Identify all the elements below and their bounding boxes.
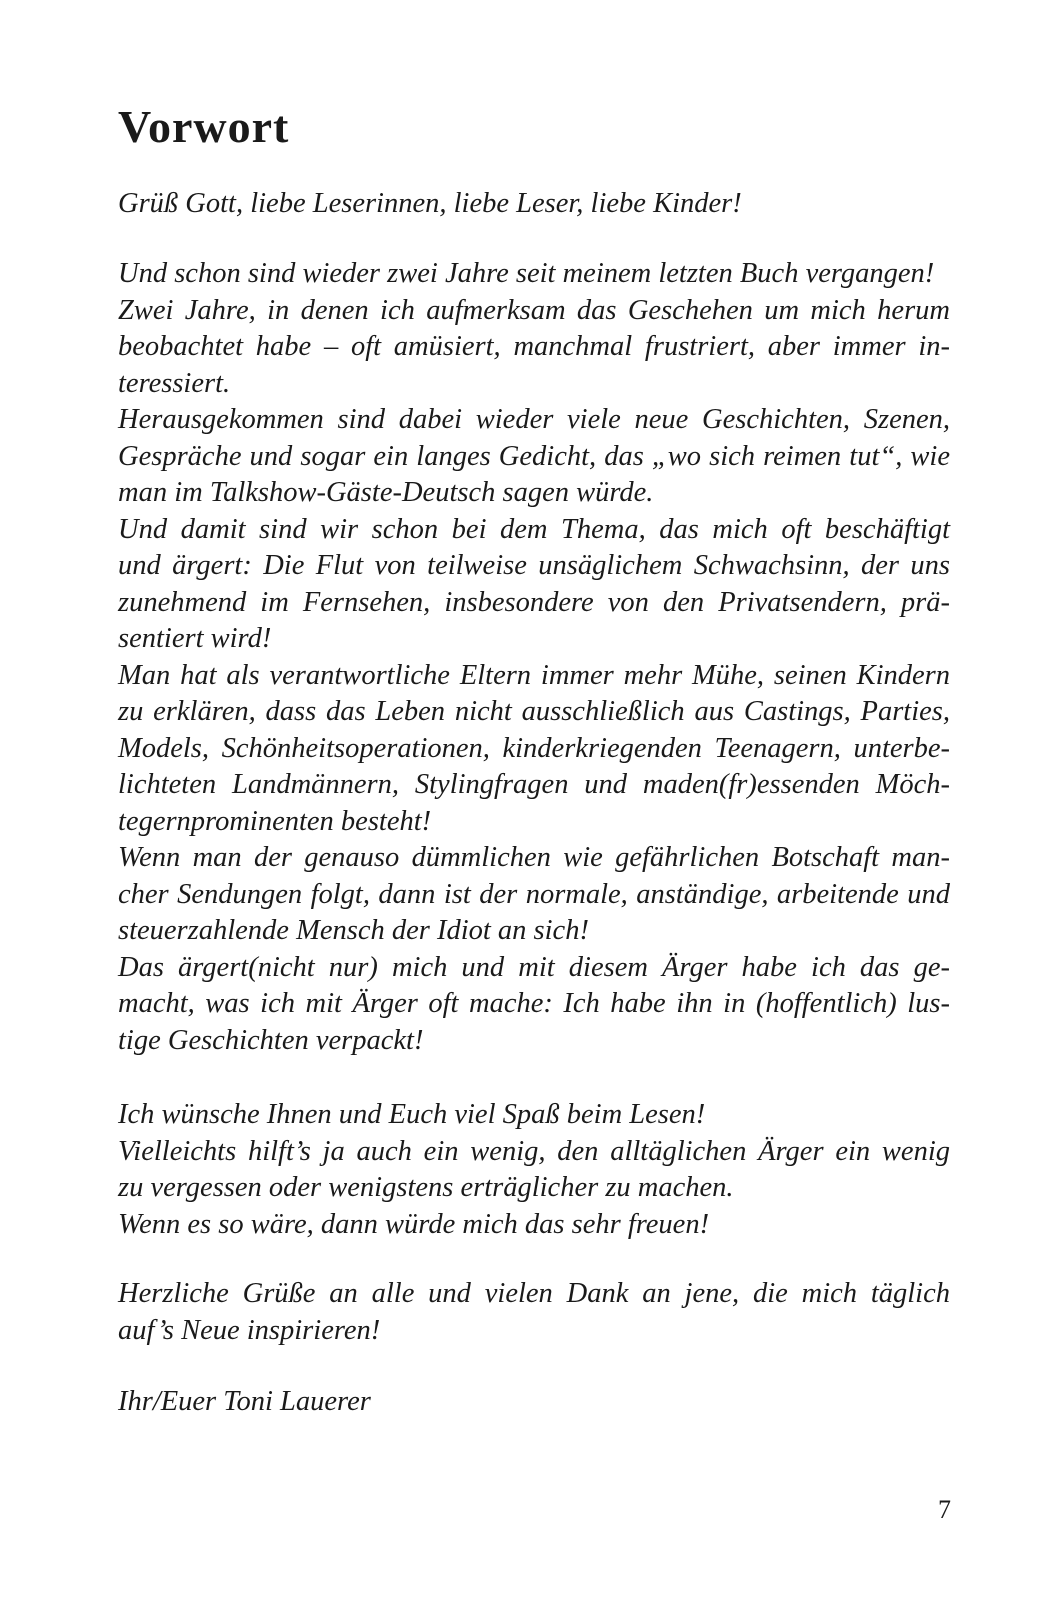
page-title: Vorwort: [118, 101, 290, 152]
body-line: Und schon sind wieder zwei Jahre seit meinem letzten Buch vergangen!: [118, 258, 935, 289]
greeting-line: Grüß Gott, liebe Leserinnen, liebe Leser, liebe Kinder!: [118, 188, 742, 219]
body-line: Man hat als verantwortliche Eltern immer mehr Mühe, seinen Kindern: [118, 659, 950, 691]
body-line: und ärgert: Die Flut von teilweise unsäglichem Schwachsinn, der uns: [118, 550, 950, 581]
body-line: Zwei Jahre, in denen ich aufmerksam das Geschehen um mich herum: [118, 294, 950, 326]
regards-paragraph: [118, 1276, 950, 1349]
closing-line: Ich wünsche Ihnen und Euch viel Spaß beim Lesen!: [118, 1099, 706, 1130]
regards-line: Herzliche Grüße an alle und vielen Dank an jene, die mich täglich: [118, 1278, 950, 1309]
body-line: beobachtet habe – oft amüsiert, manchmal frustriert, aber immer in-: [118, 331, 950, 362]
regards-line: auf’s Neue inspirieren!: [118, 1314, 381, 1346]
closing-line: Wenn es so wäre, dann würde mich das sehr freuen!: [118, 1208, 710, 1240]
signature-paragraph: [118, 1384, 950, 1421]
closing-line: zu vergessen oder wenigstens erträglicher zu machen.: [118, 1172, 734, 1203]
body-line: man im Talkshow-Gäste-Deutsch sagen würde.: [118, 477, 654, 508]
body-line: macht, was ich mit Ärger oft mache: Ich habe ihn in (hoffentlich) lus-: [118, 988, 950, 1019]
body-line: Und damit sind wir schon bei dem Thema, das mich oft beschäftigt: [118, 513, 950, 545]
body-line: Herausgekommen sind dabei wieder viele neue Geschichten, Szenen,: [118, 404, 950, 435]
body-line: lichteten Landmännern, Stylingfragen und maden(fr)essenden Möch-: [118, 769, 950, 800]
signature: Ihr/Euer Toni Lauerer: [118, 1386, 371, 1417]
body-line: teressiert.: [118, 367, 231, 399]
body-line: zu erklären, dass das Leben nicht ausschließlich aus Castings, Parties,: [118, 696, 950, 727]
closing-line: Vielleichts hilft’s ja auch ein wenig, den alltäglichen Ärger ein wenig: [118, 1135, 950, 1167]
body-line: cher Sendungen folgt, dann ist der normale, anständige, arbeitende und: [118, 878, 950, 910]
body-line: tige Geschichten verpackt!: [118, 1024, 424, 1056]
closing-paragraph: [118, 1097, 950, 1243]
body-line: Wenn man der genauso dümmlichen wie gefährlichen Botschaft man-: [118, 842, 950, 873]
body-line: Models, Schönheitsoperationen, kinderkriegenden Teenagern, unterbe-: [118, 732, 950, 764]
body-line: zunehmend im Fernsehen, insbesondere von den Privatsendern, prä-: [118, 586, 950, 618]
body-paragraph: [118, 256, 950, 1059]
greeting-paragraph: [118, 186, 950, 223]
page-number: 7: [938, 1495, 951, 1524]
body-line: Gespräche und sogar ein langes Gedicht, das „wo sich reimen tut“, wie: [118, 440, 950, 472]
body-line: sentiert wird!: [118, 623, 272, 654]
body-line: steuerzahlende Mensch der Idiot an sich!: [118, 915, 589, 946]
body-line: tegernprominenten besteht!: [118, 805, 432, 837]
body-line: Das ärgert(nicht nur) mich und mit diesem Ärger habe ich das ge-: [118, 951, 950, 983]
